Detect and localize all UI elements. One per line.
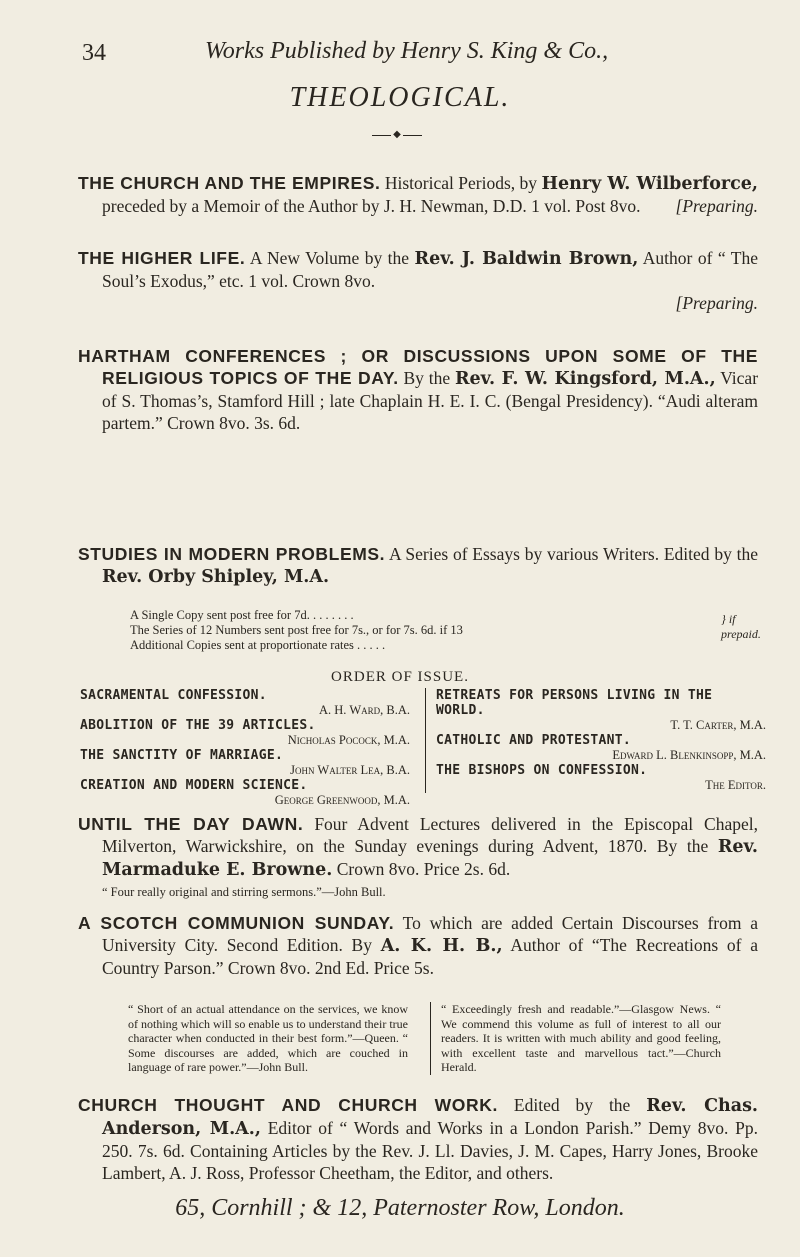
entry-title: THE HIGHER LIFE. xyxy=(78,248,246,268)
entry-text: preceded by a Memoir of the Author by J. H. Newman, D.D. 1 vol. Post 8vo. xyxy=(102,196,641,216)
issue-author: A. H. Ward, B.A. xyxy=(319,703,410,717)
entry-text: Vicar of S. Thomas’s, Stamford Hill ; late Chaplain H. E. I. C. (Bengal Presidency). “Audi alteram partem.” Crown 8vo. 3s. 6d. xyxy=(102,368,759,433)
entry-author: Rev. F. W. Kingsford, M.A., xyxy=(454,369,716,389)
issue-order-list xyxy=(80,688,766,807)
entry-author: A. K. H. B., xyxy=(380,936,503,956)
issue-title: CREATION AND MODERN SCIENCE. xyxy=(80,778,308,793)
issue-title: ABOLITION OF THE 39 ARTICLES. xyxy=(80,718,316,733)
entry-author: Henry W. Wilberforce, xyxy=(541,174,759,194)
entry-text: Historical Periods, by xyxy=(384,173,538,193)
running-title: Works Published by Henry S. King & Co., xyxy=(205,38,609,64)
price-line: A Single Copy sent post free for 7d. . . . . . . . xyxy=(130,608,354,622)
book-entry-higher-life xyxy=(78,247,758,314)
price-line: Additional Copies sent at proportionate rates . . . . . xyxy=(130,638,386,652)
entry-text: Author of “The Recreations of a Country Parson.” Crown 8vo. 2nd Ed. Price 5s. xyxy=(102,935,758,978)
review-quote: “ Four really original and stirring sermons.”—John Bull. xyxy=(102,885,386,899)
entry-text: By the xyxy=(403,368,451,388)
issue-author: John Walter Lea, B.A. xyxy=(290,763,410,777)
price-list xyxy=(130,608,761,653)
price-line: The Series of 12 Numbers sent post free for 7s., or for 7s. 6d. if 13 xyxy=(130,623,463,637)
order-heading: ORDER OF ISSUE. xyxy=(331,669,469,685)
publisher-address: 65, Cornhill ; & 12, Paternoster Row, London. xyxy=(175,1195,625,1221)
section-title: THEOLOGICAL. xyxy=(289,82,511,113)
review-columns xyxy=(128,1002,768,1102)
issue-column-right xyxy=(425,688,766,793)
entry-author: Rev. Marmaduke E. Browne. xyxy=(102,837,758,880)
book-entry-hartham-conferences xyxy=(78,345,758,434)
entry-title: CHURCH THOUGHT AND CHURCH WORK. xyxy=(78,1095,498,1115)
entry-text: Four Advent Lectures delivered in the Episcopal Chapel, Milverton, Warwickshire, on the Sunday evenings during Advent, 1870. By the xyxy=(102,814,759,856)
entry-title: UNTIL THE DAY DAWN. xyxy=(78,814,304,834)
issue-author: The Editor. xyxy=(705,778,766,792)
issue-author: Edward L. Blenkinsopp, M.A. xyxy=(612,748,766,762)
issue-author: George Greenwood, M.A. xyxy=(274,793,410,807)
entry-status: [Preparing. xyxy=(675,293,758,313)
book-entry-church-thought xyxy=(78,1094,758,1184)
book-entry-modern-problems xyxy=(78,543,758,588)
issue-column-left xyxy=(80,688,410,808)
entry-text: A Series of Essays by various Writers. Edited by the xyxy=(388,544,758,564)
entry-text: Edited by the xyxy=(513,1095,631,1115)
issue-title: THE SANCTITY OF MARRIAGE. xyxy=(80,748,284,763)
entry-author: Rev. Orby Shipley, M.A. xyxy=(102,567,330,587)
entry-author: Rev. J. Baldwin Brown, xyxy=(414,249,639,269)
entry-title: HARTHAM CONFERENCES ; OR DISCUSSIONS UPON SOME OF THE RELIGIOUS TOPICS OF THE DAY. xyxy=(78,346,758,388)
review-quote: “ Short of an actual attendance on the services, we know of nothing which will so enable us to understand their true character when conducted in their best form.”—Queen. “ Some discourses are added, which are couched in language of rare power.”—John Bull. xyxy=(128,1002,408,1074)
issue-author: Nicholas Pocock, M.A. xyxy=(287,733,410,747)
book-entry-church-empires xyxy=(78,172,758,217)
issue-title: RETREATS FOR PERSONS LIVING IN THE WORLD. xyxy=(436,688,713,718)
issue-author: T. T. Carter, M.A. xyxy=(670,718,766,732)
ornament-divider: ◆ xyxy=(372,130,422,140)
entry-title: A SCOTCH COMMUNION SUNDAY. xyxy=(78,913,395,933)
entry-text: A New Volume by the xyxy=(249,248,410,268)
entry-text: Author of “ The Soul’s Exodus,” etc. 1 vol. Crown 8vo. xyxy=(102,248,758,291)
issue-title: THE BISHOPS ON CONFESSION. xyxy=(436,763,648,778)
entry-text: Crown 8vo. Price 2s. 6d. xyxy=(336,859,511,879)
entry-text: Editor of “ Words and Works in a London Parish.” Demy 8vo. Pp. 250. 7s. 6d. Containing Articles by the Rev. J. Ll. Davies, J. M. Capes, Harry Jones, Brooke Lambert, A. J. Ross, Professor Cheetham, the Editor, and others. xyxy=(102,1118,758,1183)
price-note: } if prepaid. xyxy=(721,612,761,641)
issue-title: SACRAMENTAL CONFESSION. xyxy=(80,688,267,703)
page-number: 34 xyxy=(82,40,106,66)
book-entry-until-day-dawn xyxy=(78,813,758,900)
issue-title: CATHOLIC AND PROTESTANT. xyxy=(436,733,632,748)
entry-text: To which are added Certain Discourses from a University City. Second Edition. By xyxy=(102,913,759,955)
page-header xyxy=(70,30,760,70)
entry-title: THE CHURCH AND THE EMPIRES. xyxy=(78,173,381,193)
review-quote: “ Exceedingly fresh and readable.”—Glasgow News. “ We commend this volume as full of interest to all our readers. It is written with much ability and good feeling, with excellent taste and marvellous tact.”—Church Herald. xyxy=(430,1002,721,1075)
entry-status: [Preparing. xyxy=(675,196,758,216)
entry-author: Rev. Chas. Anderson, M.A., xyxy=(102,1096,759,1139)
book-entry-scotch-communion xyxy=(78,912,758,979)
entry-title: STUDIES IN MODERN PROBLEMS. xyxy=(78,544,386,564)
